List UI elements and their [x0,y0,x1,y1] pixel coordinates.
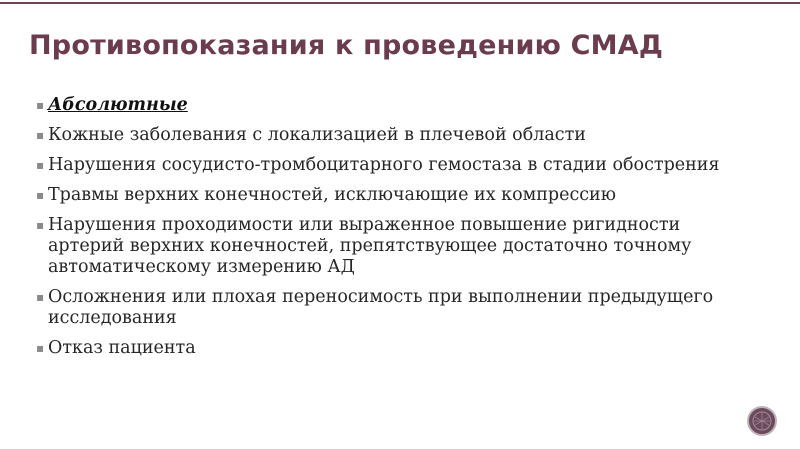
list-item [36,155,756,176]
slide-title: Противопоказания к проведению СМАД [29,30,664,61]
list-item-text: Кожные заболевания с локализацией в плечевой области [48,125,586,145]
list-item [36,215,756,278]
bullet-marker: ▪ [36,290,45,304]
slide-logo-icon [747,406,777,436]
list-item [36,338,756,359]
top-accent-rule [0,2,800,4]
bullet-marker: ▪ [36,341,45,355]
slide-logo-pattern [752,411,772,431]
bullet-marker: ▪ [36,128,45,142]
list-item-heading [36,95,756,116]
list-item [36,185,756,206]
bullet-marker: ▪ [36,218,45,232]
list-item [36,125,756,146]
bullet-marker: ▪ [36,158,45,172]
list-item-text: Нарушения сосудисто-тромбоцитарного гемостаза в стадии обострения [48,155,720,175]
bullet-list [36,95,756,368]
list-item-text: Нарушения проходимости или выраженное повышение ригидности артерий верхних конечностей, препятствующее достаточно точному автоматическому измерению АД [48,215,692,277]
list-item [36,287,756,329]
bullet-marker: ▪ [36,98,45,112]
list-item-text: Травмы верхних конечностей, исключающие их компрессию [48,185,616,205]
list-item-text: Отказ пациента [48,338,196,358]
list-heading-text: Абсолютные [48,95,188,115]
list-item-text: Осложнения или плохая переносимость при выполнении предыдущего исследования [48,287,714,328]
bullet-marker: ▪ [36,188,45,202]
